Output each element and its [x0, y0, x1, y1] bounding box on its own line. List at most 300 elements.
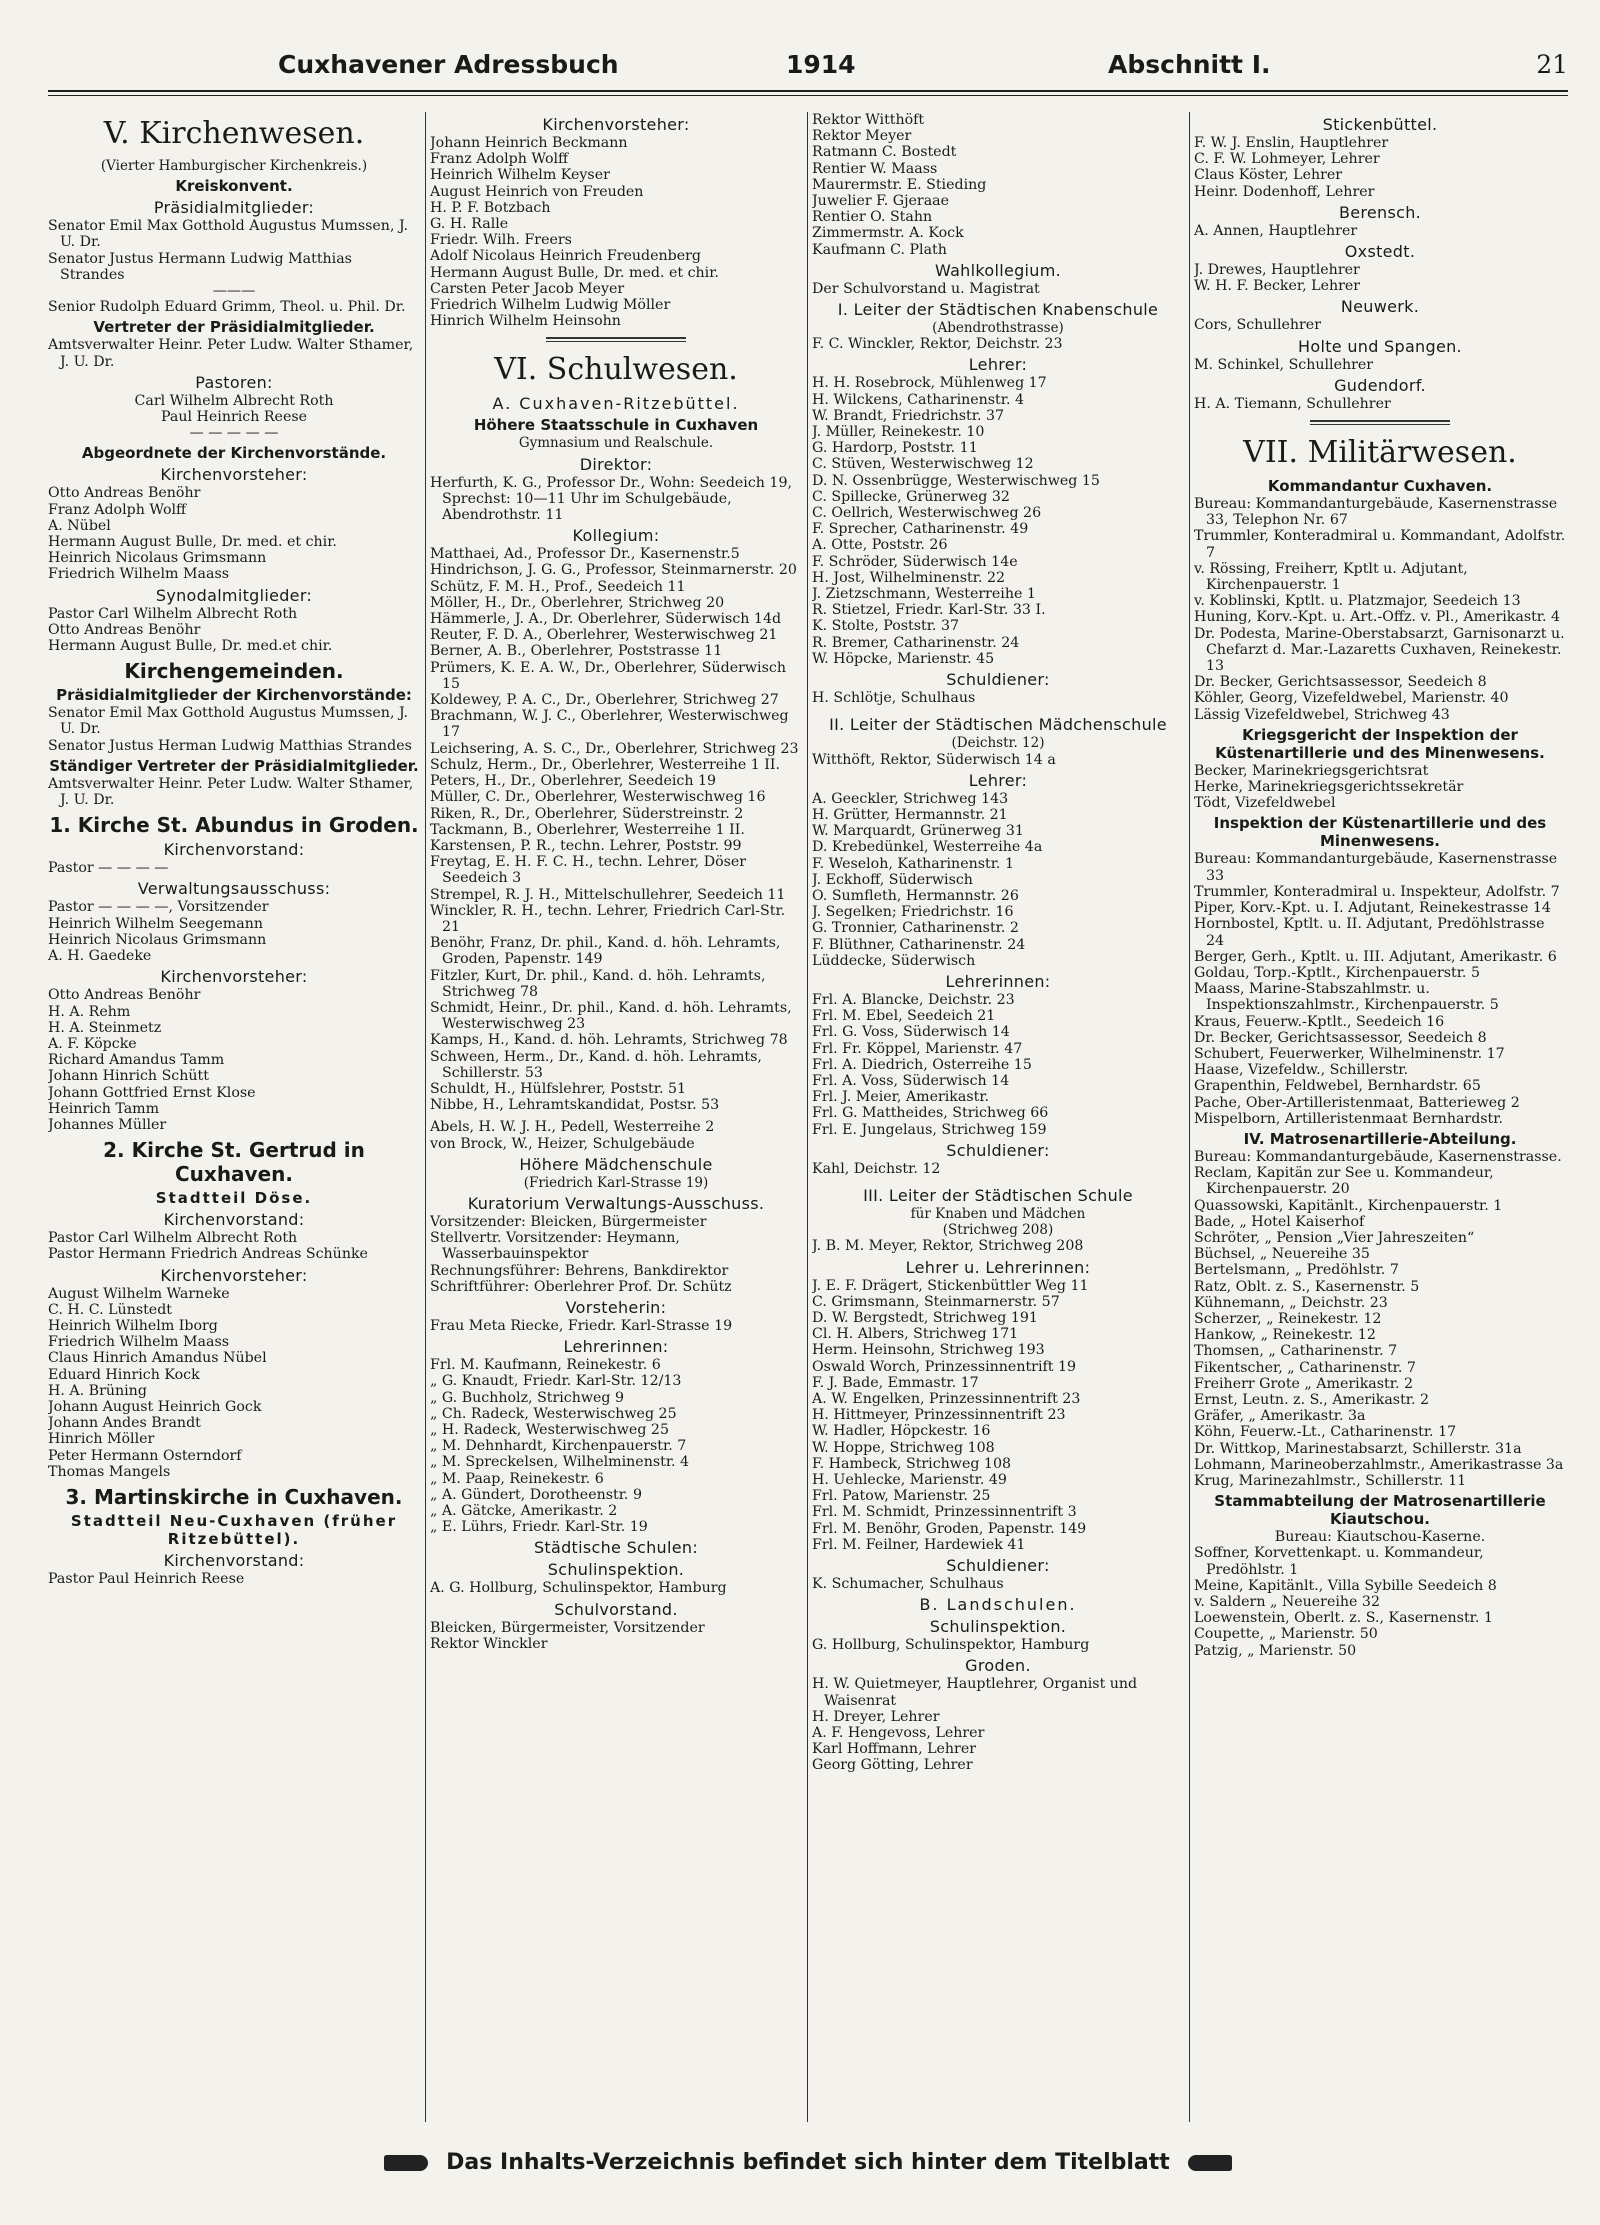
column-divider — [425, 112, 426, 2122]
section-title: VI. Schulwesen. — [494, 352, 738, 388]
entry-line: Senator Justus Hermann Ludwig Matthias Strandes — [48, 250, 352, 283]
bold-heading: Kirchengemeinden. — [124, 659, 344, 684]
entry-line: Franz Adolph Wolff — [48, 501, 187, 518]
subheading: Synodalmitglieder: — [155, 585, 313, 605]
entry-line: Pastor Carl Wilhelm Albrecht Roth — [48, 605, 298, 622]
entry-line: Eduard Hinrich Kock — [48, 1366, 200, 1383]
entry-line: Ernst, Leutn. z. S., Amerikastr. 2 — [1194, 1391, 1430, 1408]
subheading: III. Leiter der Städtischen Schule — [863, 1185, 1133, 1205]
column-divider — [1189, 112, 1190, 2122]
entry-line: Senator Emil Max Gotthold Augustus Mumssen, J. U. Dr. — [48, 218, 409, 251]
entry-line: Prümers, K. E. A. W., Dr., Oberlehrer, Süderwisch 15 — [430, 659, 786, 692]
header-rule-thin — [48, 95, 1568, 96]
entry-line: Amtsverwalter Heinr. Peter Ludw. Walter Sthamer, J. U. Dr. — [48, 337, 414, 370]
entry-line: Kraus, Feuerw.-Kptlt., Seedeich 16 — [1194, 1013, 1445, 1030]
entry-line: W. H. F. Becker, Lehrer — [1194, 278, 1361, 295]
entry-line: Soffner, Korvettenkapt. u. Kommandeur, Predöhlstr. 1 — [1194, 1545, 1484, 1578]
entry-line: C. Spillecke, Grünerweg 32 — [812, 488, 1010, 505]
entry-line: Claus Köster, Lehrer — [1194, 167, 1343, 184]
entry-line: Frl. G. Mattheides, Strichweg 66 — [812, 1105, 1049, 1122]
entry-line: Bleicken, Bürgermeister, Vorsitzender — [430, 1619, 705, 1636]
entry-line: J. B. M. Meyer, Rektor, Strichweg 208 — [812, 1238, 1084, 1255]
entry-line: F. C. Winckler, Rektor, Deichstr. 23 — [812, 336, 1063, 353]
entry-line: Pastor — — — —, Vorsitzender — [48, 899, 269, 916]
entry-line: A. G. Hollburg, Schulinspektor, Hamburg — [430, 1580, 727, 1597]
entry-line: H. P. F. Botzbach — [430, 199, 551, 216]
entry-line: R. Stietzel, Friedr. Karl-Str. 33 I. — [812, 602, 1046, 619]
entry-line: Lüddecke, Süderwisch — [812, 952, 976, 969]
entry-line: Juwelier F. Gjeraae — [812, 193, 950, 210]
entry-line: C. Grimsmann, Steinmarnerstr. 57 — [812, 1293, 1060, 1310]
entry-line: von Brock, W., Heizer, Schulgebäude — [430, 1135, 695, 1152]
entry-line: Rektor Meyer — [812, 128, 912, 145]
section-title: V. Kirchenwesen. — [103, 116, 365, 151]
subheading: Wahlkollegium. — [934, 260, 1062, 280]
entry-line: Bade, „ Hotel Kaiserhof — [1194, 1213, 1365, 1230]
entry-line: Leichsering, A. S. C., Dr., Oberlehrer, Strichweg 23 — [430, 740, 799, 757]
entry-line: Matthaei, Ad., Professor Dr., Kasernenstr.5 — [430, 546, 740, 563]
subheading: Kirchenvorsteher: — [160, 465, 308, 485]
entry-line: Riken, R., Dr., Oberlehrer, Süderstreinstr. 2 — [430, 805, 744, 822]
entry-line: Dr. Becker, Gerichtsassessor, Seedeich 8 — [1194, 674, 1487, 691]
entry-line: Rektor Winckler — [430, 1635, 548, 1652]
entry-line: Frl. M. Ebel, Seedeich 21 — [812, 1008, 996, 1025]
bold-heading: Kommandantur Cuxhaven. — [1267, 477, 1493, 496]
entry-line: Brachmann, W. J. C., Oberlehrer, Westerwischweg 17 — [430, 708, 789, 741]
column-4 — [1194, 112, 1566, 2122]
entry-line: Kamps, H., Kand. d. höh. Lehramts, Strichweg 78 — [430, 1032, 788, 1049]
subheading: Verwaltungsausschuss: — [137, 879, 331, 899]
entry-line: Friedrich Wilhelm Maass — [48, 1334, 230, 1351]
entry-line: Scherzer, „ Reinekestr. 12 — [1194, 1310, 1382, 1327]
entry-line: H. A. Steinmetz — [48, 1019, 162, 1036]
entry-line: Frl. J. Meier, Amerikastr. — [812, 1089, 990, 1106]
subheading: I. Leiter der Städtischen Knabenschule — [837, 300, 1159, 320]
entry-line: Franz Adolph Wolff — [430, 151, 569, 168]
entry-line: A. H. Gaedeke — [48, 948, 152, 965]
entry-line: Heinrich Wilhelm Iborg — [48, 1317, 218, 1334]
entry-line: Nibbe, H., Lehramtskandidat, Postsr. 53 — [430, 1097, 720, 1114]
subheading: Kirchenvorstand: — [163, 1210, 305, 1230]
entry-line: Meine, Kapitänlt., Villa Sybille Seedeich 8 — [1194, 1577, 1497, 1594]
entry-line: Winckler, R. H., techn. Lehrer, Friedrich Carl-Str. 21 — [430, 902, 786, 935]
pointing-hand-icon — [1188, 2155, 1232, 2171]
entry-line: Vorsitzender: Bleicken, Bürgermeister — [430, 1213, 707, 1230]
entry-line: F. Hambeck, Strichweg 108 — [812, 1455, 1012, 1472]
entry-line: Cl. H. Albers, Strichweg 171 — [812, 1326, 1019, 1343]
entry-line: A. W. Engelken, Prinzessinnentrift 23 — [812, 1391, 1081, 1407]
entry-line: W. Brandt, Friedrichstr. 37 — [812, 407, 1005, 424]
entry-line: Adolf Nicolaus Heinrich Freudenberg — [430, 248, 702, 265]
entry-line: Frl. M. Schmidt, Prinzessinnentrift 3 — [812, 1504, 1077, 1521]
entry-line: „ Ch. Radeck, Westerwischweg 25 — [430, 1405, 677, 1422]
entry-line: A. Otte, Poststr. 26 — [812, 537, 948, 554]
entry-line: Kaufmann C. Plath — [812, 241, 947, 258]
entry-line: Frl. G. Voss, Süderwisch 14 — [812, 1024, 1010, 1041]
entry-line: G. Tronnier, Catharinenstr. 2 — [812, 920, 1019, 937]
entry-line: G. Hollburg, Schulinspektor, Hamburg — [812, 1637, 1090, 1654]
entry-line: Gräfer, „ Amerikastr. 3a — [1194, 1408, 1366, 1425]
entry-line: „ H. Radeck, Westerwischweg 25 — [430, 1422, 669, 1438]
entry-line: Pastor — — — — — [48, 860, 169, 877]
entry-line: H. A. Rehm — [48, 1003, 131, 1020]
bold-heading: Höhere Staatsschule in Cuxhaven — [473, 416, 759, 435]
entry-line — [812, 706, 1184, 712]
entry-line: Dr. Podesta, Marine-Oberstabsarzt, Garnisonarzt u. Chefarzt d. Mar.-Lazaretts Cuxhaven, Reinekestr. 13 — [1194, 625, 1565, 675]
entry-line: H. A. Brüning — [48, 1382, 147, 1399]
entry-line: Hinrich Möller — [48, 1431, 155, 1448]
entry-line: K. Stolte, Poststr. 37 — [812, 618, 960, 635]
entry-line: Herfurth, K. G., Professor Dr., Wohn: Seedeich 19, Sprechst: 10—11 Uhr im Schulgebäude, Abendrothstr. 11 — [430, 474, 793, 524]
entry-line: H. Uehlecke, Marienstr. 49 — [812, 1472, 1007, 1489]
entry-line: Möller, H., Dr., Oberlehrer, Strichweg 20 — [430, 594, 725, 611]
subheading: Schulinspektion. — [547, 1560, 685, 1580]
entry-line: Herke, Marinekriegsgerichtssekretär — [1194, 779, 1464, 796]
subheading: Lehrer u. Lehrerinnen: — [905, 1257, 1091, 1277]
entry-line: H. Schlötje, Schulhaus — [812, 690, 976, 707]
subheading: Pastoren: — [195, 372, 273, 392]
entry-line: Bureau: Kiautschou-Kaserne. — [1274, 1529, 1486, 1546]
entry-line: Otto Andreas Benöhr — [48, 987, 201, 1004]
entry-line: v. Koblinski, Kptlt. u. Platzmajor, Seedeich 13 — [1194, 593, 1521, 610]
entry-line: Huning, Korv.-Kpt. u. Art.-Offz. v. Pl., Amerikastr. 4 — [1194, 609, 1561, 626]
entry-line: Krug, Marinezahlmstr., Schillerstr. 11 — [1194, 1473, 1467, 1489]
subheading: Groden. — [965, 1656, 1031, 1676]
entry-line: W. Höpcke, Marienstr. 45 — [812, 650, 995, 667]
entry-line: Rechnungsführer: Behrens, Bankdirektor — [430, 1262, 729, 1279]
entry-line: C. Oellrich, Westerwischweg 26 — [812, 505, 1042, 522]
entry-line: Johannes Müller — [48, 1116, 167, 1133]
entry-line: Frl. M. Feilner, Hardewiek 41 — [812, 1536, 1026, 1553]
entry-line: J. E. F. Drägert, Stickenbüttler Weg 11 — [812, 1277, 1089, 1294]
entry-line: Ratz, Oblt. z. S., Kasernenstr. 5 — [1194, 1278, 1420, 1295]
entry-line: Johann Andes Brandt — [48, 1415, 201, 1432]
entry-line: Senator Emil Max Gotthold Augustus Mumssen, J. U. Dr. — [48, 705, 409, 738]
entry-line: Loewenstein, Oberlt. z. S., Kasernenstr. 1 — [1194, 1610, 1493, 1627]
entry-line: W. Marquardt, Grünerweg 31 — [812, 823, 1024, 840]
entry-line: Rentier O. Stahn — [812, 209, 933, 226]
entry-line: J. Drewes, Hauptlehrer — [1194, 262, 1360, 279]
entry-line: Quassowski, Kapitänlt., Kirchenpauerstr. 1 — [1194, 1197, 1503, 1214]
bold-heading: 2. Kirche St. Gertrud in Cuxhaven. — [103, 1138, 365, 1187]
entry-line: „ M. Spreckelsen, Wilhelminenstr. 4 — [430, 1454, 690, 1471]
entry-line: Stellvertr. Vorsitzender: Heymann, Wasserbauinspektor — [430, 1230, 680, 1263]
entry-line: H. W. Quietmeyer, Hauptlehrer, Organist und Waisenrat — [812, 1676, 1138, 1709]
entry-line: Thomsen, „ Catharinenstr. 7 — [1194, 1343, 1398, 1360]
entry-line: Maass, Marine-Stabszahlmstr. u. Inspektionszahlmstr., Kirchenpauerstr. 5 — [1194, 981, 1499, 1014]
entry-line: Schubert, Feuerwerker, Wilhelminenstr. 17 — [1194, 1045, 1505, 1062]
entry-line: Rektor Witthöft — [812, 112, 925, 128]
entry-line: Berger, Gerh., Kptlt. u. III. Adjutant, Amerikastr. 6 — [1194, 948, 1557, 965]
entry-line: Frl. A. Diedrich, Osterreihe 15 — [812, 1056, 1032, 1073]
subheading: Berensch. — [1338, 202, 1422, 222]
entry-line: Coupette, „ Marienstr. 50 — [1194, 1626, 1378, 1643]
entry-line: Reuter, F. D. A., Oberlehrer, Westerwischweg 21 — [430, 627, 778, 644]
entry-line: Frl. A. Voss, Süderwisch 14 — [812, 1072, 1010, 1089]
entry-line: G. H. Ralle — [430, 216, 509, 233]
entry-line: Freytag, E. H. F. C. H., techn. Lehrer, Döser Seedeich 3 — [430, 854, 747, 887]
entry-line: Carsten Peter Jacob Meyer — [430, 280, 625, 297]
entry-line: Frl. M. Benöhr, Groden, Papenstr. 149 — [812, 1520, 1087, 1537]
entry-line: Hermann August Bulle, Dr. med. et chir. — [48, 534, 337, 551]
entry-line: Benöhr, Franz, Dr. phil., Kand. d. höh. Lehramts, Groden, Papenstr. 149 — [430, 935, 781, 968]
entry-line: F. Blüthner, Catharinenstr. 24 — [812, 936, 1026, 953]
entry-line: Kahl, Deichstr. 12 — [812, 1160, 941, 1177]
entry-line: Friedr. Wilh. Freers — [430, 232, 572, 249]
separator-rule — [546, 337, 686, 342]
entry-line: August Heinrich von Freuden — [430, 183, 644, 200]
entry-line: Friedrich Wilhelm Maass — [48, 566, 230, 583]
subheading: Schulvorstand. — [554, 1599, 678, 1619]
subheading: Schulinspektion. — [929, 1617, 1067, 1637]
year: 1914 — [786, 50, 856, 79]
book-title: Cuxhavener Adressbuch — [278, 50, 619, 79]
page-number: 21 — [1536, 50, 1568, 79]
bold-heading: 1. Kirche St. Abundus in Groden. — [49, 813, 419, 838]
footer-text: Das Inhalts-Verzeichnis befindet sich hinter dem Titelblatt — [446, 2150, 1170, 2175]
entry-line: Bureau: Kommandanturgebäude, Kasernenstrasse. — [1194, 1148, 1562, 1165]
entry-line: Pastor Hermann Friedrich Andreas Schünke — [48, 1246, 368, 1263]
entry-line: F. W. J. Enslin, Hauptlehrer — [1194, 135, 1389, 151]
bold-heading: Stadtteil Döse. — [155, 1189, 313, 1208]
entry-line: H. H. Rosebrock, Mühlenweg 17 — [812, 375, 1047, 392]
entry-line: Pastor Paul Heinrich Reese — [48, 1570, 245, 1587]
entry-line: K. Schumacher, Schulhaus — [812, 1576, 1004, 1593]
subheading: Präsidialmitglieder: — [153, 198, 315, 218]
entry-line: Bureau: Kommandanturgebäude, Kasernenstrasse 33 — [1194, 851, 1558, 884]
entry-line: Carl Wilhelm Albrecht Roth — [134, 392, 334, 409]
entry-line: Büchsel, „ Neuereihe 35 — [1194, 1246, 1370, 1263]
entry-line: O. Sumfleth, Hermannstr. 26 — [812, 887, 1019, 904]
entry-line: H. Dreyer, Lehrer — [812, 1708, 940, 1725]
entry-line: „ A. Gätcke, Amerikastr. 2 — [430, 1503, 618, 1520]
entry-line: Bureau: Kommandanturgebäude, Kasernenstrasse 33, Telephon Nr. 67 — [1194, 496, 1558, 529]
subheading: Kirchenvorstand: — [163, 840, 305, 860]
entry-line: Pache, Ober-Artilleristenmaat, Batterieweg 2 — [1194, 1094, 1520, 1111]
subheading: Vorsteherin: — [565, 1297, 667, 1317]
entry-line: H. Hittmeyer, Prinzessinnentrift 23 — [812, 1407, 1066, 1424]
entry-line: (Abendrothstrasse) — [932, 320, 1064, 337]
entry-line: Amtsverwalter Heinr. Peter Ludw. Walter Sthamer, J. U. Dr. — [48, 775, 414, 809]
entry-line: Peters, H., Dr., Oberlehrer, Seedeich 19 — [430, 773, 717, 790]
entry-line: Paul Heinrich Reese — [160, 409, 308, 426]
entry-line: Patzig, „ Marienstr. 50 — [1194, 1642, 1357, 1659]
entry-line: Lohmann, Marineoberzahlmstr., Amerikastrasse 3a — [1194, 1456, 1564, 1473]
entry-line: Frl. A. Blancke, Deichstr. 23 — [812, 991, 1015, 1008]
entry-line — [812, 1177, 1184, 1183]
entry-line: Grapenthin, Feldwebel, Bernhardstr. 65 — [1194, 1078, 1481, 1095]
entry-line: Witthöft, Rektor, Süderwisch 14 a — [812, 751, 1056, 768]
entry-line: Schulz, Herm., Dr., Oberlehrer, Westerreihe 1 II. — [430, 756, 781, 773]
entry-line: Koldewey, P. A. C., Dr., Oberlehrer, Strichweg 27 — [430, 692, 779, 709]
entry-line: Senator Justus Herman Ludwig Matthias Strandes — [48, 737, 412, 754]
bold-heading: Stadtteil Neu-Cuxhaven (früher Ritzebüttel). — [70, 1511, 398, 1548]
entry-line: Hermann August Bulle, Dr. med.et chir. — [48, 638, 333, 655]
subheading: Kirchenvorsteher: — [160, 967, 308, 987]
subheading: Schuldiener: — [946, 1556, 1050, 1576]
entry-line: Trummler, Konteradmiral u. Inspekteur, Adolfstr. 7 — [1194, 883, 1560, 900]
entry-line: C. H. C. Lünstedt — [48, 1301, 172, 1318]
entry-line: Dr. Becker, Gerichtsassessor, Seedeich 8 — [1194, 1029, 1487, 1046]
entry-line: Hindrichson, J. G. G., Professor, Steinmarnerstr. 20 — [430, 562, 797, 579]
subheading: Kirchenvorstand: — [163, 1550, 305, 1570]
entry-line: Cors, Schullehrer — [1194, 317, 1321, 334]
pointing-hand-icon — [384, 2155, 428, 2171]
entry-line: D. Krebedünkel, Westerreihe 4a — [812, 839, 1043, 856]
entry-line: M. Schinkel, Schullehrer — [1194, 356, 1374, 373]
entry-line: Maurermstr. E. Stieding — [812, 176, 987, 193]
subheading: B. Landschulen. — [919, 1595, 1077, 1615]
entry-line: Köhn, Feuerw.-Lt., Catharinenstr. 17 — [1194, 1424, 1457, 1441]
entry-line: Goldau, Torp.-Kptlt., Kirchenpauerstr. 5 — [1194, 964, 1480, 981]
entry-line: H. Jost, Wilhelminenstr. 22 — [812, 569, 1006, 586]
subheading: Lehrer: — [968, 770, 1028, 790]
section-label: Abschnitt I. — [1108, 50, 1271, 79]
entry-line: J. Segelken; Friedrichstr. 16 — [812, 904, 1014, 921]
entry-line: August Wilhelm Warneke — [48, 1285, 230, 1302]
entry-line: H. Wilckens, Catharinenstr. 4 — [812, 391, 1025, 408]
column-3 — [812, 112, 1184, 2122]
bold-heading: Kriegsgericht der Inspektion der Küstenartillerie und des Minenwesens. — [1215, 725, 1545, 762]
entry-line: A. F. Hengevoss, Lehrer — [812, 1725, 985, 1742]
entry-line: Mispelborn, Artilleristenmaat Bernhardstr. — [1194, 1110, 1503, 1127]
bold-heading: Vertreter der Präsidialmitglieder. — [93, 318, 375, 337]
entry-line: Frl. E. Jungelaus, Strichweg 159 — [812, 1121, 1047, 1138]
entry-line: Peter Hermann Osterndorf — [48, 1447, 242, 1464]
entry-line: Fitzler, Kurt, Dr. phil., Kand. d. höh. Lehramts, Strichweg 78 — [430, 967, 766, 1000]
entry-line: Berner, A. B., Oberlehrer, Poststrasse 11 — [430, 643, 723, 660]
entry-line: „ G. Buchholz, Strichweg 9 — [430, 1389, 625, 1406]
entry-line: R. Bremer, Catharinenstr. 24 — [812, 634, 1020, 651]
bold-heading: Abgeordnete der Kirchenvorstände. — [81, 444, 387, 463]
entry-line: Hinrich Wilhelm Heinsohn — [430, 313, 621, 330]
entry-line: (Vierter Hamburgischer Kirchenkreis.) — [100, 158, 368, 174]
entry-line: Fikentscher, „ Catharinenstr. 7 — [1194, 1359, 1416, 1376]
entry-line: Trummler, Konteradmiral u. Kommandant, Adolfstr. 7 — [1194, 528, 1566, 561]
entry-line: Heinrich Wilhelm Seegemann — [48, 915, 263, 932]
entry-line: W. Hadler, Höpckestr. 16 — [812, 1423, 991, 1440]
entry-line: Karl Hoffmann, Lehrer — [812, 1741, 977, 1758]
subheading: Lehrerinnen: — [945, 971, 1051, 991]
entry-line: Hornbostel, Kptlt. u. II. Adjutant, Predöhlstrasse 24 — [1194, 916, 1545, 949]
entry-line: Hankow, „ Reinekestr. 12 — [1194, 1327, 1376, 1344]
entry-line: J. Müller, Reinekestr. 10 — [812, 424, 985, 441]
entry-line: A. F. Köpcke — [48, 1035, 137, 1052]
entry-line: Claus Hinrich Amandus Nübel — [48, 1350, 267, 1367]
entry-line: H. A. Tiemann, Schullehrer — [1194, 395, 1391, 412]
entry-line: Schriftführer: Oberlehrer Prof. Dr. Schütz — [430, 1278, 732, 1295]
entry-line: Haase, Vizefeldw., Schillerstr. — [1194, 1062, 1408, 1079]
column-1 — [48, 112, 420, 2122]
entry-line: A. Annen, Hauptlehrer — [1194, 222, 1358, 239]
entry-line: F. Weseloh, Katharinenstr. 1 — [812, 855, 1014, 872]
entry-line: J. Zietzschmann, Westerreihe 1 — [812, 586, 1036, 603]
entry-line: C. F. W. Lohmeyer, Lehrer — [1194, 151, 1380, 168]
entry-line: v. Saldern „ Neuereihe 32 — [1194, 1594, 1380, 1611]
entry-line: Heinrich Nicolaus Grimsmann — [48, 550, 267, 567]
entry-line: Heinrich Wilhelm Keyser — [430, 167, 610, 184]
entry-line: Heinrich Nicolaus Grimsmann — [48, 931, 267, 948]
entry-line: Oswald Worch, Prinzessinnentrift 19 — [812, 1358, 1077, 1375]
subheading: Stickenbüttel. — [1322, 115, 1438, 134]
bold-heading: Kreiskonvent. — [175, 177, 293, 196]
subheading: II. Leiter der Städtischen Mädchenschule — [829, 715, 1167, 735]
column-divider — [807, 112, 808, 2122]
entry-line: Abels, H. W. J. H., Pedell, Westerreihe 2 — [430, 1119, 715, 1136]
footer-note — [48, 2150, 1568, 2175]
entry-line: Herm. Heinsohn, Strichweg 193 — [812, 1342, 1045, 1359]
entry-line: W. Hoppe, Strichweg 108 — [812, 1439, 995, 1456]
entry-line: Hämmerle, J. A., Dr. Oberlehrer, Süderwisch 14d — [430, 611, 782, 628]
entry-line: Johann Heinrich Beckmann — [430, 135, 628, 151]
entry-line: A. Nübel — [48, 517, 111, 534]
entry-line: H. Grütter, Hermannstr. 21 — [812, 806, 1008, 823]
bold-heading: Präsidialmitglieder der Kirchenvorstände: — [56, 686, 412, 705]
subheading: Höhere Mädchenschule — [519, 1154, 713, 1174]
entry-line: Reclam, Kapitän zur See u. Kommandeur, Kirchenpauerstr. 20 — [1194, 1165, 1494, 1198]
bold-heading: 3. Martinskirche in Cuxhaven. — [65, 1484, 403, 1509]
entry-line: Georg Götting, Lehrer — [812, 1757, 973, 1774]
entry-line: Piper, Korv.-Kpt. u. I. Adjutant, Reinekestrasse 14 — [1194, 900, 1551, 917]
subheading: Kuratorium Verwaltungs-Ausschuss. — [467, 1193, 765, 1213]
entry-line: Karstensen, P. R., techn. Lehrer, Poststr. 99 — [430, 837, 742, 854]
entry-line: Otto Andreas Benöhr — [48, 621, 201, 638]
entry-line: Johann Hinrich Schütt — [48, 1068, 209, 1085]
entry-line: Freiherr Grote „ Amerikastr. 2 — [1194, 1375, 1414, 1392]
entry-line: Tödt, Vizefeldwebel — [1194, 795, 1336, 812]
subheading: Direktor: — [579, 454, 653, 474]
entry-line: Rentier W. Maass — [812, 160, 938, 177]
entry-line: (Friedrich Karl-Strasse 19) — [523, 1174, 709, 1191]
entry-line: Hermann August Bulle, Dr. med. et chir. — [430, 264, 719, 281]
entry-line: Der Schulvorstand u. Magistrat — [812, 280, 1040, 297]
subheading: Schuldiener: — [946, 670, 1050, 690]
entry-line: „ E. Lührs, Friedr. Karl-Str. 19 — [430, 1519, 648, 1536]
entry-line: Frl. M. Kaufmann, Reinekestr. 6 — [430, 1357, 661, 1374]
entry-line: Köhler, Georg, Vizefeldwebel, Marienstr. 40 — [1194, 690, 1509, 707]
entry-line: G. Hardorp, Poststr. 11 — [812, 440, 978, 457]
entry-line: Gymnasium und Realschule. — [518, 435, 714, 452]
bold-heading: IV. Matrosenartillerie-Abteilung. — [1243, 1129, 1517, 1148]
subheading: Städtische Schulen: — [533, 1538, 699, 1558]
entry-line: ——— — [212, 283, 256, 300]
entry-line: Schröter, „ Pension „Vier Jahreszeiten“ — [1194, 1229, 1475, 1246]
section-title: VII. Militärwesen. — [1243, 435, 1517, 471]
entry-line: D. W. Bergstedt, Strichweg 191 — [812, 1309, 1038, 1326]
entry-line: Becker, Marinekriegsgerichtsrat — [1194, 762, 1429, 779]
entry-line: Heinr. Dodenhoff, Lehrer — [1194, 183, 1375, 200]
entry-line: Schmidt, Heinr., Dr. phil., Kand. d. höh. Lehramts, Westerwischweg 23 — [430, 999, 792, 1033]
subheading: Neuwerk. — [1340, 297, 1420, 317]
entry-line: Schuldt, H., Hülfslehrer, Poststr. 51 — [430, 1080, 687, 1097]
entry-line: „ A. Gündert, Dorotheenstr. 9 — [430, 1486, 642, 1503]
bold-heading: Inspektion der Küstenartillerie und des Minenwesens. — [1213, 814, 1547, 851]
entry-line: Kühnemann, „ Deichstr. 23 — [1194, 1294, 1388, 1311]
subheading: Kollegium: — [572, 526, 660, 546]
entry-line: „ G. Knaudt, Friedr. Karl-Str. 12/13 — [430, 1373, 682, 1390]
entry-line: A. Geeckler, Strichweg 143 — [812, 790, 1009, 807]
entry-line: Schween, Herm., Dr., Kand. d. höh. Lehramts, Schillerstr. 53 — [430, 1048, 762, 1081]
separator-rule — [1310, 420, 1450, 425]
entry-line: D. N. Ossenbrügge, Westerwischweg 15 — [812, 472, 1100, 489]
entry-line: J. Eckhoff, Süderwisch — [812, 871, 973, 888]
entry-line: „ M. Paap, Reinekestr. 6 — [430, 1470, 604, 1487]
entry-line: Johann August Heinrich Gock — [48, 1398, 262, 1415]
entry-line: Heinrich Tamm — [48, 1100, 160, 1117]
subheading: Oxstedt. — [1344, 242, 1416, 262]
entry-line: Richard Amandus Tamm — [48, 1052, 225, 1069]
entry-line: „ M. Dehnhardt, Kirchenpauerstr. 7 — [430, 1438, 687, 1455]
